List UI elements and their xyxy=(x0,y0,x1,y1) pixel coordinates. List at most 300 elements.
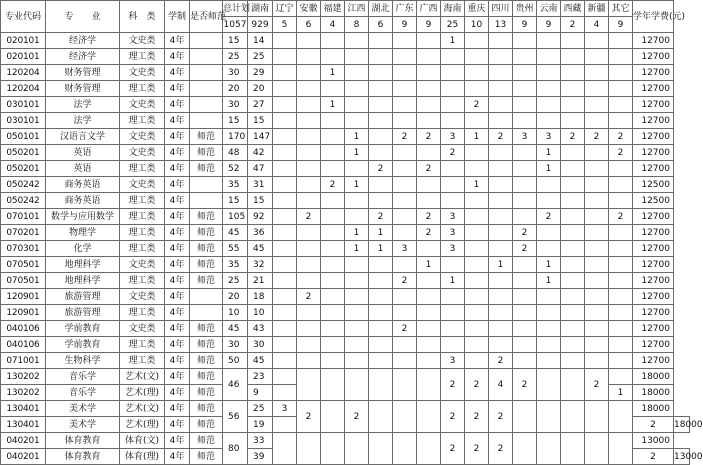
cell-province xyxy=(297,369,321,401)
header-province-guangxi: 广西 xyxy=(417,1,441,17)
cell-major: 地理科学 xyxy=(46,257,120,273)
cell-total: 20 xyxy=(223,81,248,97)
cell-province: 2 xyxy=(441,401,465,433)
cell-code: 120204 xyxy=(1,65,46,81)
cell-province xyxy=(609,273,633,289)
cell-province: 2 xyxy=(489,353,513,369)
cell-duration: 4年 xyxy=(165,161,190,177)
table-row xyxy=(1,321,690,337)
cell-code: 050242 xyxy=(1,177,46,193)
cell-major: 体育教育 xyxy=(46,449,120,465)
cell-major: 美术学 xyxy=(46,417,120,433)
cell-normal: 师范 xyxy=(190,433,223,449)
cell-category: 文史类 xyxy=(120,321,165,337)
cell-province: 1 xyxy=(489,257,513,273)
cell-province xyxy=(297,241,321,257)
cell-province xyxy=(417,289,441,305)
cell-province xyxy=(297,225,321,241)
cell-province xyxy=(321,337,345,353)
cell-province: 147 xyxy=(248,129,273,145)
cell-province: 2 xyxy=(465,401,489,433)
cell-province xyxy=(513,289,537,305)
cell-province xyxy=(393,177,417,193)
cell-province xyxy=(441,177,465,193)
totals-province: 9 xyxy=(609,17,633,33)
cell-province xyxy=(513,33,537,49)
totals-province: 9 xyxy=(513,17,537,33)
cell-tuition: 18000 xyxy=(633,385,674,401)
cell-province xyxy=(561,369,585,401)
cell-tuition: 12500 xyxy=(633,177,674,193)
cell-province xyxy=(417,113,441,129)
cell-province xyxy=(609,113,633,129)
cell-total: 35 xyxy=(223,257,248,273)
cell-province xyxy=(537,177,561,193)
cell-province xyxy=(273,433,297,465)
cell-province xyxy=(321,257,345,273)
cell-normal xyxy=(190,177,223,193)
cell-total: 48 xyxy=(223,145,248,161)
cell-code: 050242 xyxy=(1,193,46,209)
cell-normal: 师范 xyxy=(190,161,223,177)
cell-province xyxy=(561,65,585,81)
cell-duration: 4年 xyxy=(165,257,190,273)
cell-province: 2 xyxy=(489,129,513,145)
cell-province: 2 xyxy=(345,401,369,433)
cell-province xyxy=(585,81,609,97)
cell-province xyxy=(489,161,513,177)
cell-province xyxy=(369,129,393,145)
cell-province xyxy=(393,49,417,65)
cell-province: 2 xyxy=(417,161,441,177)
header-province-xizang: 西藏 xyxy=(561,1,585,17)
cell-normal: 师范 xyxy=(190,225,223,241)
cell-province xyxy=(609,337,633,353)
cell-province: 1 xyxy=(369,225,393,241)
cell-province xyxy=(561,49,585,65)
totals-province: 4 xyxy=(321,17,345,33)
cell-code: 040106 xyxy=(1,321,46,337)
header-province-guizhou: 贵州 xyxy=(513,1,537,17)
cell-province xyxy=(465,305,489,321)
cell-code: 070201 xyxy=(1,225,46,241)
cell-province xyxy=(321,81,345,97)
table-row xyxy=(1,129,690,145)
table-row xyxy=(1,145,690,161)
cell-province: 92 xyxy=(248,209,273,225)
cell-province: 2 xyxy=(297,289,321,305)
cell-normal: 师范 xyxy=(190,337,223,353)
cell-tuition: 12700 xyxy=(633,321,674,337)
cell-duration: 4年 xyxy=(165,417,190,433)
cell-province xyxy=(393,145,417,161)
cell-province xyxy=(273,385,297,401)
cell-category: 文史类 xyxy=(120,97,165,113)
cell-province xyxy=(369,177,393,193)
cell-province xyxy=(585,177,609,193)
cell-code: 130202 xyxy=(1,385,46,401)
cell-province xyxy=(537,33,561,49)
cell-province xyxy=(417,241,441,257)
cell-province xyxy=(345,161,369,177)
table-row xyxy=(1,161,690,177)
cell-province xyxy=(561,225,585,241)
cell-province: 3 xyxy=(513,129,537,145)
table-row xyxy=(1,193,690,209)
cell-major: 旅游管理 xyxy=(46,289,120,305)
cell-total: 105 xyxy=(223,209,248,225)
cell-province: 2 xyxy=(537,209,561,225)
table-row xyxy=(1,65,690,81)
cell-province xyxy=(609,193,633,209)
cell-tuition: 12700 xyxy=(633,257,674,273)
cell-province xyxy=(561,257,585,273)
cell-province xyxy=(585,193,609,209)
table-row xyxy=(1,289,690,305)
cell-duration: 4年 xyxy=(165,65,190,81)
cell-province xyxy=(297,305,321,321)
cell-duration: 4年 xyxy=(165,273,190,289)
cell-total: 45 xyxy=(223,321,248,337)
cell-major: 经济学 xyxy=(46,49,120,65)
cell-province xyxy=(369,401,393,433)
cell-province: 19 xyxy=(248,417,273,433)
cell-code: 030101 xyxy=(1,113,46,129)
cell-province xyxy=(297,177,321,193)
cell-tuition: 18000 xyxy=(674,417,690,433)
cell-duration: 4年 xyxy=(165,241,190,257)
cell-major: 地理科学 xyxy=(46,273,120,289)
cell-province: 3 xyxy=(441,225,465,241)
cell-province xyxy=(489,225,513,241)
cell-category: 理工类 xyxy=(120,241,165,257)
cell-province xyxy=(273,145,297,161)
header-province-guangdong: 广东 xyxy=(393,1,417,17)
table-row xyxy=(1,401,690,417)
cell-province xyxy=(537,97,561,113)
cell-province xyxy=(273,305,297,321)
cell-province xyxy=(489,289,513,305)
cell-province: 3 xyxy=(537,129,561,145)
cell-total: 35 xyxy=(223,177,248,193)
cell-province xyxy=(273,257,297,273)
cell-province xyxy=(513,257,537,273)
cell-tuition: 12700 xyxy=(633,305,674,321)
cell-province xyxy=(273,177,297,193)
cell-province: 2 xyxy=(393,129,417,145)
cell-province xyxy=(561,289,585,305)
cell-province xyxy=(345,353,369,369)
cell-code: 120204 xyxy=(1,81,46,97)
cell-province xyxy=(417,97,441,113)
cell-province: 25 xyxy=(248,401,273,417)
totals-total: 1057 xyxy=(223,17,248,33)
cell-code: 070501 xyxy=(1,257,46,273)
cell-province xyxy=(417,321,441,337)
cell-province: 2 xyxy=(441,433,465,465)
cell-province xyxy=(561,241,585,257)
cell-province: 47 xyxy=(248,161,273,177)
table-row xyxy=(1,433,690,449)
cell-major: 音乐学 xyxy=(46,385,120,401)
cell-province: 1 xyxy=(537,273,561,289)
cell-province xyxy=(609,49,633,65)
cell-province xyxy=(297,33,321,49)
cell-province xyxy=(513,97,537,113)
cell-province xyxy=(369,337,393,353)
cell-total: 30 xyxy=(223,97,248,113)
totals-province: 25 xyxy=(441,17,465,33)
cell-province xyxy=(561,81,585,97)
cell-province xyxy=(393,369,417,401)
cell-province xyxy=(297,81,321,97)
cell-province: 2 xyxy=(465,369,489,401)
cell-normal: 师范 xyxy=(190,449,223,465)
table-row xyxy=(1,49,690,65)
cell-major: 学前教育 xyxy=(46,337,120,353)
cell-province xyxy=(465,81,489,97)
table-row xyxy=(1,225,690,241)
cell-province xyxy=(513,433,537,465)
cell-province: 2 xyxy=(393,273,417,289)
cell-province xyxy=(273,337,297,353)
cell-province: 1 xyxy=(537,161,561,177)
cell-province xyxy=(465,209,489,225)
cell-tuition: 12700 xyxy=(633,33,674,49)
cell-normal: 师范 xyxy=(190,257,223,273)
cell-province xyxy=(585,241,609,257)
cell-province xyxy=(321,145,345,161)
cell-normal: 师范 xyxy=(190,145,223,161)
cell-province xyxy=(441,97,465,113)
cell-province xyxy=(273,33,297,49)
table-row xyxy=(1,337,690,353)
cell-province xyxy=(561,177,585,193)
cell-province xyxy=(345,97,369,113)
cell-province: 2 xyxy=(633,449,674,465)
totals-province: 4 xyxy=(585,17,609,33)
cell-province xyxy=(489,305,513,321)
cell-category: 理工类 xyxy=(120,193,165,209)
header-province-anhui: 安徽 xyxy=(297,1,321,17)
cell-code: 040201 xyxy=(1,433,46,449)
cell-province: 1 xyxy=(417,257,441,273)
cell-duration: 4年 xyxy=(165,401,190,417)
cell-province xyxy=(417,145,441,161)
cell-province xyxy=(393,193,417,209)
cell-province: 1 xyxy=(321,65,345,81)
cell-code: 020101 xyxy=(1,49,46,65)
header-province-hunan: 湖南 xyxy=(248,1,273,17)
cell-province xyxy=(489,177,513,193)
cell-province: 2 xyxy=(465,97,489,113)
cell-province xyxy=(369,433,393,465)
cell-province: 1 xyxy=(345,145,369,161)
cell-province xyxy=(513,65,537,81)
cell-province: 1 xyxy=(321,97,345,113)
cell-code: 020101 xyxy=(1,33,46,49)
cell-total: 45 xyxy=(223,225,248,241)
cell-province xyxy=(465,65,489,81)
cell-province xyxy=(441,289,465,305)
table-row xyxy=(1,273,690,289)
cell-code: 070301 xyxy=(1,241,46,257)
cell-major: 商务英语 xyxy=(46,193,120,209)
cell-province xyxy=(345,433,369,465)
cell-province xyxy=(369,305,393,321)
cell-duration: 4年 xyxy=(165,193,190,209)
cell-province: 42 xyxy=(248,145,273,161)
cell-province: 15 xyxy=(248,113,273,129)
cell-total: 46 xyxy=(223,369,248,401)
cell-normal: 师范 xyxy=(190,209,223,225)
cell-province xyxy=(465,321,489,337)
cell-province: 2 xyxy=(393,321,417,337)
cell-province xyxy=(321,321,345,337)
cell-province xyxy=(609,225,633,241)
cell-category: 艺术(文) xyxy=(120,401,165,417)
cell-province xyxy=(345,65,369,81)
cell-major: 财务管理 xyxy=(46,81,120,97)
cell-province xyxy=(273,225,297,241)
totals-province: 10 xyxy=(465,17,489,33)
cell-province xyxy=(513,193,537,209)
header-normal: 是否师范 xyxy=(190,1,223,33)
cell-province xyxy=(489,273,513,289)
cell-province: 2 xyxy=(441,369,465,401)
cell-normal: 师范 xyxy=(190,401,223,417)
cell-province xyxy=(393,97,417,113)
cell-province xyxy=(297,65,321,81)
cell-province xyxy=(321,369,345,401)
header-province-fujian: 福建 xyxy=(321,1,345,17)
cell-major: 生物科学 xyxy=(46,353,120,369)
cell-province xyxy=(585,401,609,433)
cell-tuition: 18000 xyxy=(633,401,674,417)
cell-province xyxy=(417,33,441,49)
cell-province xyxy=(321,225,345,241)
totals-province: 13 xyxy=(489,17,513,33)
table-row xyxy=(1,353,690,369)
totals-province: 6 xyxy=(369,17,393,33)
cell-province xyxy=(297,321,321,337)
cell-normal: 师范 xyxy=(190,369,223,385)
cell-normal xyxy=(190,65,223,81)
cell-province xyxy=(513,273,537,289)
cell-province xyxy=(585,161,609,177)
totals-province: 5 xyxy=(273,17,297,33)
cell-province xyxy=(369,145,393,161)
cell-tuition: 12700 xyxy=(633,209,674,225)
cell-category: 理工类 xyxy=(120,113,165,129)
cell-province xyxy=(513,401,537,433)
table-row xyxy=(1,113,690,129)
cell-province xyxy=(345,369,369,401)
cell-province xyxy=(465,289,489,305)
cell-total: 52 xyxy=(223,161,248,177)
cell-province xyxy=(273,113,297,129)
totals-province: 9 xyxy=(417,17,441,33)
cell-province xyxy=(393,65,417,81)
cell-province: 32 xyxy=(248,257,273,273)
cell-category: 文史类 xyxy=(120,65,165,81)
cell-category: 理工类 xyxy=(120,225,165,241)
totals-province: 6 xyxy=(297,17,321,33)
cell-province xyxy=(609,353,633,369)
cell-province xyxy=(465,113,489,129)
cell-province xyxy=(393,353,417,369)
cell-province xyxy=(417,305,441,321)
cell-province: 43 xyxy=(248,321,273,337)
cell-normal xyxy=(190,33,223,49)
cell-province xyxy=(537,321,561,337)
cell-normal: 师范 xyxy=(190,385,223,401)
header-province-liaoning: 辽宁 xyxy=(273,1,297,17)
cell-category: 理工类 xyxy=(120,305,165,321)
cell-province xyxy=(417,401,441,433)
cell-duration: 4年 xyxy=(165,177,190,193)
cell-normal xyxy=(190,113,223,129)
cell-province xyxy=(441,193,465,209)
cell-province: 25 xyxy=(248,49,273,65)
cell-province xyxy=(273,81,297,97)
cell-province xyxy=(609,257,633,273)
cell-province: 23 xyxy=(248,369,273,385)
cell-province xyxy=(297,129,321,145)
cell-tuition: 12700 xyxy=(633,97,674,113)
cell-major: 学前教育 xyxy=(46,321,120,337)
cell-province: 3 xyxy=(393,241,417,257)
cell-province xyxy=(393,305,417,321)
cell-province: 1 xyxy=(537,145,561,161)
totals-province: 9 xyxy=(393,17,417,33)
cell-province: 2 xyxy=(465,433,489,465)
cell-category: 文史类 xyxy=(120,289,165,305)
cell-major: 商务英语 xyxy=(46,177,120,193)
cell-tuition: 12700 xyxy=(633,113,674,129)
cell-province xyxy=(489,97,513,113)
cell-province xyxy=(273,209,297,225)
cell-province xyxy=(489,33,513,49)
cell-province: 14 xyxy=(248,33,273,49)
cell-code: 130401 xyxy=(1,417,46,433)
cell-province: 2 xyxy=(489,433,513,465)
header-province-sichuan: 四川 xyxy=(489,1,513,17)
cell-province xyxy=(609,161,633,177)
cell-duration: 4年 xyxy=(165,289,190,305)
cell-province xyxy=(489,337,513,353)
cell-total: 30 xyxy=(223,65,248,81)
cell-province xyxy=(561,337,585,353)
cell-total: 15 xyxy=(223,113,248,129)
cell-province xyxy=(393,33,417,49)
cell-province: 1 xyxy=(345,177,369,193)
cell-province: 45 xyxy=(248,241,273,257)
cell-province xyxy=(345,113,369,129)
cell-code: 130202 xyxy=(1,369,46,385)
cell-province xyxy=(273,321,297,337)
cell-major: 物理学 xyxy=(46,225,120,241)
cell-major: 法学 xyxy=(46,113,120,129)
cell-province: 2 xyxy=(609,209,633,225)
cell-normal xyxy=(190,49,223,65)
cell-province: 9 xyxy=(248,385,273,401)
cell-province xyxy=(609,97,633,113)
cell-province xyxy=(321,433,345,465)
cell-province: 2 xyxy=(585,129,609,145)
cell-province xyxy=(585,433,609,465)
header-province-other: 其它 xyxy=(609,1,633,17)
